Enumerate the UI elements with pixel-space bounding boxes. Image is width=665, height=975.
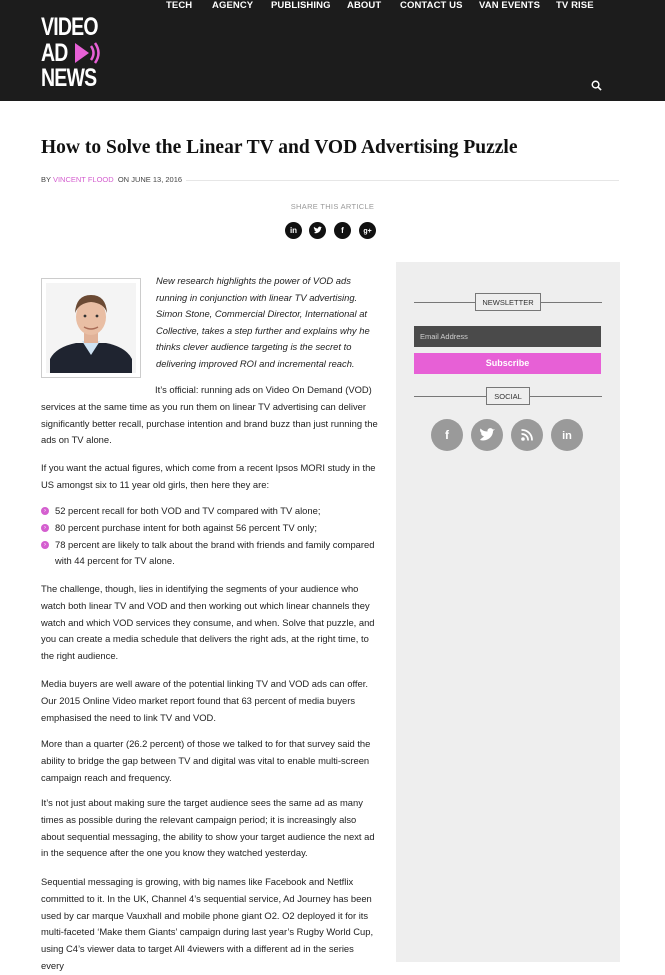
- twitter-icon: [309, 222, 326, 239]
- author-portrait: [46, 283, 136, 373]
- linkedin-icon: in: [562, 430, 572, 442]
- paragraph-1-text: It’s official: running ads on Video On Demand (VOD) services at the same time as you run them on linear TV advertising can deliver significantly better recall, purchase intention and brand buzz than just running the ads on TV alone.: [41, 384, 378, 446]
- list-item: [41, 503, 378, 520]
- article-byline: [41, 175, 182, 184]
- nav-item-agency[interactable]: AGENCY: [212, 0, 254, 11]
- google-plus-icon: g+: [363, 228, 372, 235]
- social-facebook-button[interactable]: [431, 419, 463, 451]
- logo-line-news: NEWS: [41, 64, 97, 92]
- social-linkedin-button[interactable]: [551, 419, 583, 451]
- social-title: SOCIAL: [486, 387, 530, 405]
- subscribe-button[interactable]: Subscribe: [414, 353, 601, 374]
- nav-item-publishing[interactable]: PUBLISHING: [271, 0, 331, 11]
- publish-date: JUNE 13, 2016: [131, 175, 183, 184]
- stats-list: [41, 503, 378, 570]
- rss-icon: [511, 419, 543, 451]
- article-paragraph-2: If you want the actual figures, which come from a recent Ipsos MORI study in the US amongst six to 11 year old girls, then here they are:: [41, 462, 376, 490]
- article-paragraph-3: The challenge, though, lies in identifying the segments of your audience who watch both linear TV and VOD and then working out which linear channels they watch and which VOD services they consume, and when. Solve that puzzle, and you can create a media schedule that delivers the right ads, at the right time, to the right audience.: [41, 583, 375, 662]
- article-paragraph-4: Media buyers are well aware of the potential linking TV and VOD ads can offer. Our 2015 Online Video market report found that 63 percent of media buyers emphasised the need to link TV and VOD.: [41, 678, 368, 723]
- article-paragraph-1: [41, 382, 378, 449]
- list-item: [41, 520, 378, 537]
- site-logo[interactable]: [41, 13, 103, 91]
- list-item-text: 52 percent recall for both VOD and TV compared with TV alone;: [55, 505, 321, 516]
- share-facebook-button[interactable]: [334, 222, 351, 239]
- facebook-icon: f: [445, 428, 449, 442]
- share-label: SHARE THIS ARTICLE: [290, 202, 375, 211]
- bullet-icon: ›: [41, 507, 49, 515]
- social-twitter-button[interactable]: [471, 419, 503, 451]
- sidebar: [396, 262, 620, 962]
- social-rss-button[interactable]: [511, 419, 543, 451]
- logo-line-ad: AD: [41, 39, 68, 67]
- share-linkedin-button[interactable]: [285, 222, 302, 239]
- share-google-plus-button[interactable]: [359, 222, 376, 239]
- bullet-icon: ›: [41, 541, 49, 549]
- article-paragraph-5: More than a quarter (26.2 percent) of those we talked to for that survey said the ability to bridge the gap between TV and digital was vital to enable multi-screen campaign reach and frequency.: [41, 738, 371, 783]
- nav-item-tv-rise[interactable]: TV RISE: [556, 0, 594, 11]
- nav-item-van-events[interactable]: VAN EVENTS: [479, 0, 541, 11]
- linkedin-icon: in: [289, 226, 298, 235]
- share-twitter-button[interactable]: [309, 222, 326, 239]
- newsletter-title: NEWSLETTER: [475, 293, 541, 311]
- play-icon: [73, 41, 101, 65]
- author-photo: [41, 278, 141, 378]
- article-title: How to Solve the Linear TV and VOD Advertising Puzzle: [41, 137, 518, 158]
- nav-item-tech[interactable]: TECH: [166, 0, 193, 11]
- site-header: [0, 0, 665, 101]
- list-item: [41, 537, 378, 571]
- logo-line-video: VIDEO: [41, 13, 98, 41]
- search-icon[interactable]: [591, 80, 602, 91]
- list-item-text: 78 percent are likely to talk about the brand with friends and family compared with 44 percent for TV alone.: [55, 538, 375, 567]
- article-paragraph-7: Sequential messaging is growing, with big names like Facebook and Netflix committed to it. In the UK, Channel 4’s sequential service, Ad Journey has been used by car marque Vauxhall and mobile phone giant O2. O2 deployed it for its multi-faceted ‘Make them Giants’ campaign during last year’s Rugby World Cup, using C4’s viewer data to target All 4viewers with a different ad in the series every: [41, 876, 374, 971]
- author-link[interactable]: VINCENT FLOOD: [52, 175, 114, 184]
- facebook-icon: f: [341, 226, 344, 235]
- article-intro: New research highlights the power of VOD ads running in conjunction with linear TV advertising. Simon Stone, Commercial Director, International at Collective, takes a step further and explains why he thinks clever audience targeting is the secret to delivering improved ROI and incremental reach.: [156, 275, 370, 369]
- nav-item-about[interactable]: ABOUT: [347, 0, 382, 11]
- email-address-input[interactable]: [414, 326, 601, 347]
- byline-divider: [186, 180, 619, 181]
- article-paragraph-6: It’s not just about making sure the target audience sees the same ad as many times as possible during the relevant campaign period; it is increasingly also about sequential messaging, the ability to show your target audience the next ad in the sequence after the one you know they watched yesterday.: [41, 797, 375, 859]
- twitter-icon: [471, 419, 503, 451]
- list-item-text: 80 percent purchase intent for both against 56 percent TV only;: [55, 521, 317, 533]
- bullet-icon: ›: [41, 524, 49, 532]
- byline-prefix: BY: [41, 175, 51, 184]
- date-prefix: ON: [117, 175, 130, 184]
- nav-item-contact-us[interactable]: CONTACT US: [400, 0, 463, 11]
